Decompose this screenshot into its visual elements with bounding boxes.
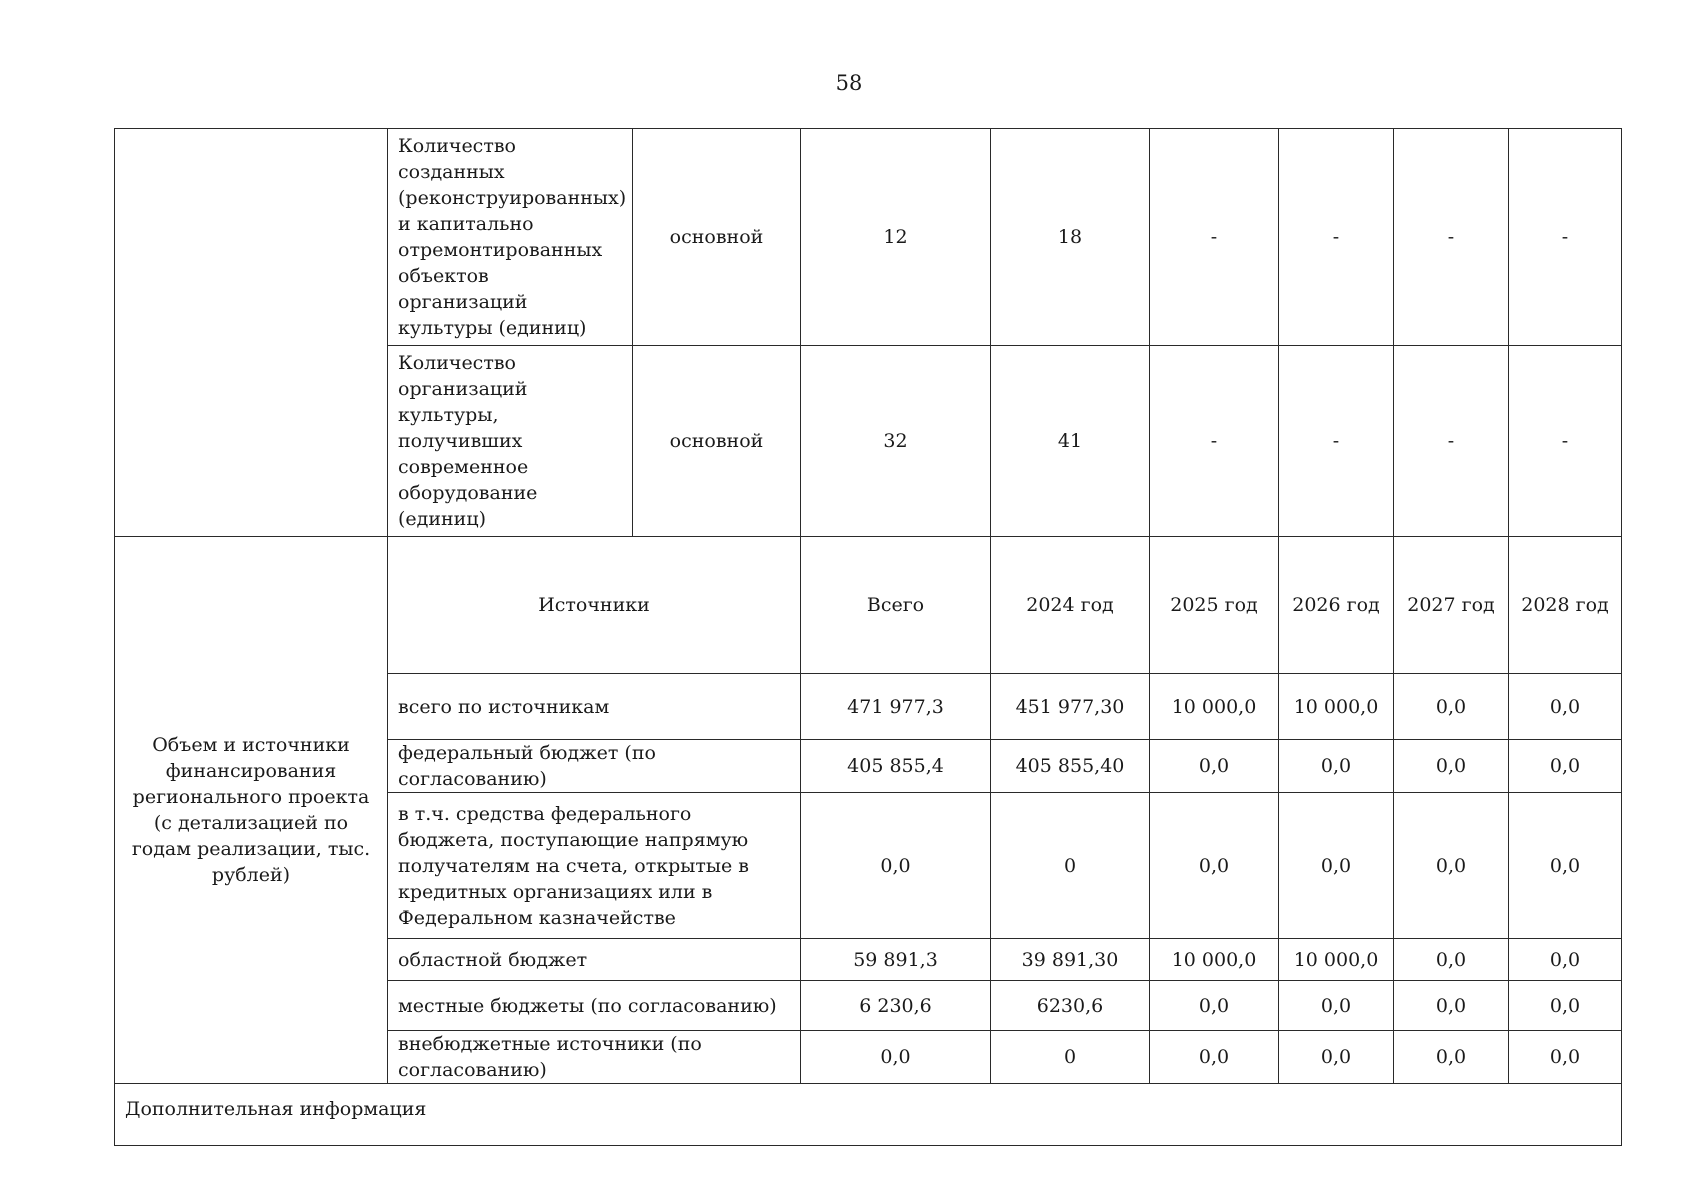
financing-header-row [115, 537, 1622, 674]
additional-info-label: Дополнительная информация [115, 1084, 1622, 1146]
indicator-row [115, 129, 1622, 346]
financing-value: 0,0 [1150, 793, 1279, 939]
header-year: 2028 год [1509, 537, 1622, 674]
financing-value: 0,0 [801, 1031, 991, 1084]
financing-value: 6230,6 [991, 981, 1150, 1031]
financing-value: 0,0 [1509, 981, 1622, 1031]
financing-value: 39 891,30 [991, 939, 1150, 981]
header-year: 2026 год [1279, 537, 1394, 674]
indicator-value: - [1150, 346, 1279, 537]
financing-value: 405 855,4 [801, 740, 991, 793]
financing-value: 0,0 [1150, 981, 1279, 1031]
indicator-type: основной [633, 346, 801, 537]
financing-value: 405 855,40 [991, 740, 1150, 793]
indicator-value: - [1279, 129, 1394, 346]
financing-value: 0,0 [1394, 981, 1509, 1031]
financing-value: 59 891,3 [801, 939, 991, 981]
financing-value: 6 230,6 [801, 981, 991, 1031]
financing-source: федеральный бюджет (по согласованию) [388, 740, 801, 793]
financing-value: 451 977,30 [991, 674, 1150, 740]
header-year: 2024 год [991, 537, 1150, 674]
header-total: Всего [801, 537, 991, 674]
financing-value: 0,0 [1394, 1031, 1509, 1084]
financing-value: 0,0 [1394, 674, 1509, 740]
financing-value: 0,0 [1509, 939, 1622, 981]
empty-left-cell [115, 129, 388, 537]
indicator-value: 12 [801, 129, 991, 346]
financing-value: 0,0 [1509, 1031, 1622, 1084]
header-sources: Источники [388, 537, 801, 674]
financing-value: 0,0 [1509, 740, 1622, 793]
financing-source: всего по источникам [388, 674, 801, 740]
financing-value: 0,0 [1394, 939, 1509, 981]
financing-value: 10 000,0 [1150, 674, 1279, 740]
indicator-value: - [1509, 129, 1622, 346]
financing-value: 10 000,0 [1279, 674, 1394, 740]
financing-value: 10 000,0 [1150, 939, 1279, 981]
indicator-value: 18 [991, 129, 1150, 346]
additional-info-row [115, 1084, 1622, 1146]
regional-project-table [114, 128, 1622, 1146]
financing-value: 0,0 [1279, 981, 1394, 1031]
header-year: 2025 год [1150, 537, 1279, 674]
indicator-value: - [1150, 129, 1279, 346]
financing-value: 0,0 [1279, 1031, 1394, 1084]
indicator-name: Количество созданных (реконструированных) и капитально отремонтированных объектов организаций культуры (единиц) [388, 129, 633, 346]
indicator-value: - [1509, 346, 1622, 537]
financing-value: 0,0 [1394, 793, 1509, 939]
financing-value: 471 977,3 [801, 674, 991, 740]
financing-value: 0,0 [1150, 1031, 1279, 1084]
financing-source: в т.ч. средства федерального бюджета, поступающие напрямую получателям на счета, открытые в кредитных организациях или в Федеральном казначействе [388, 793, 801, 939]
header-year: 2027 год [1394, 537, 1509, 674]
indicator-value: - [1394, 129, 1509, 346]
financing-source: областной бюджет [388, 939, 801, 981]
financing-value: 0 [991, 1031, 1150, 1084]
page-number: 58 [835, 71, 863, 95]
financing-value: 0,0 [1279, 793, 1394, 939]
indicator-value: 32 [801, 346, 991, 537]
indicator-name: Количество организаций культуры, получивших современное оборудование (единиц) [388, 346, 633, 537]
indicator-type: основной [633, 129, 801, 346]
financing-source: внебюджетные источники (по согласованию) [388, 1031, 801, 1084]
financing-value: 0 [991, 793, 1150, 939]
financing-source: местные бюджеты (по согласованию) [388, 981, 801, 1031]
financing-value: 0,0 [1279, 740, 1394, 793]
indicator-value: - [1279, 346, 1394, 537]
financing-value: 0,0 [1394, 740, 1509, 793]
financing-value: 10 000,0 [1279, 939, 1394, 981]
financing-value: 0,0 [801, 793, 991, 939]
indicator-value: - [1394, 346, 1509, 537]
indicator-value: 41 [991, 346, 1150, 537]
financing-section-label: Объем и источники финансирования регионального проекта (с детализацией по годам реализации, тыс. рублей) [115, 537, 388, 1084]
financing-value: 0,0 [1509, 793, 1622, 939]
financing-value: 0,0 [1509, 674, 1622, 740]
financing-value: 0,0 [1150, 740, 1279, 793]
